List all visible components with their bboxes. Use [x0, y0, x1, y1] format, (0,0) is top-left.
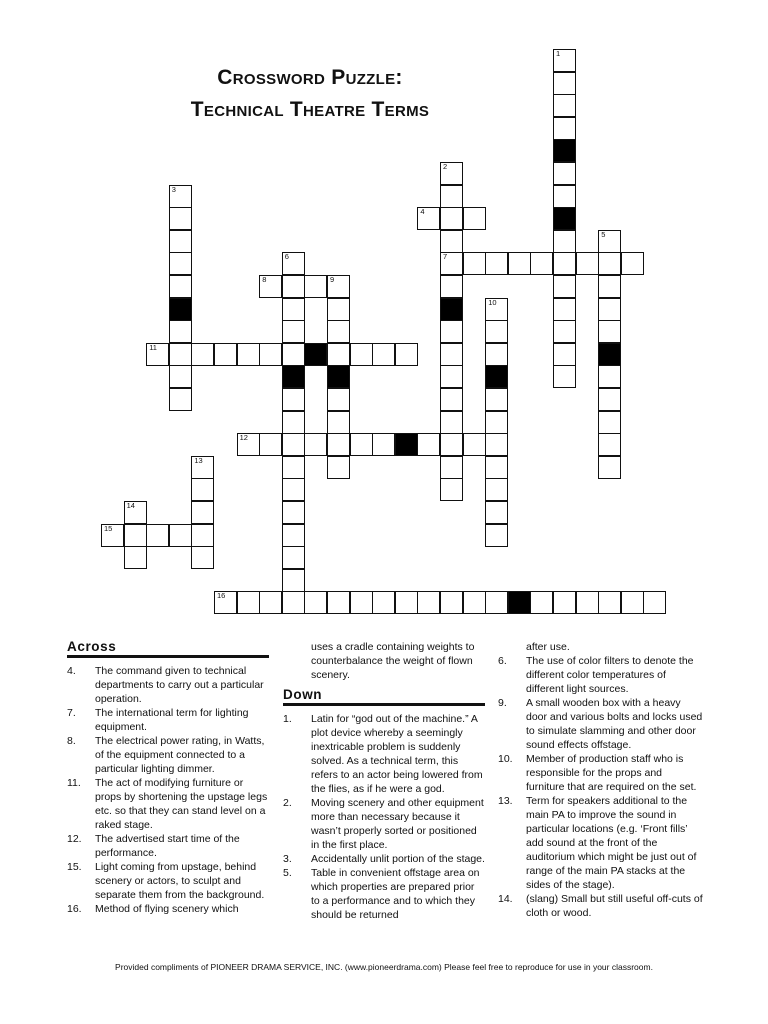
answer-cell[interactable] [440, 230, 463, 253]
clue-item [67, 664, 269, 706]
answer-cell[interactable] [485, 411, 508, 434]
answer-cell[interactable] [530, 252, 553, 275]
clue-number: 1. [283, 713, 292, 725]
answer-cell[interactable] [440, 275, 463, 298]
answer-cell[interactable] [282, 252, 305, 275]
black-square [553, 139, 576, 162]
answer-cell[interactable] [282, 456, 305, 479]
black-square [327, 365, 350, 388]
black-square [169, 298, 192, 321]
clue-number-label: 6 [284, 252, 289, 262]
answer-cell[interactable] [485, 298, 508, 321]
answer-cell[interactable] [463, 433, 486, 456]
answer-cell[interactable] [327, 433, 350, 456]
answer-cell[interactable] [440, 388, 463, 411]
answer-cell[interactable] [598, 411, 621, 434]
answer-cell[interactable] [372, 433, 395, 456]
answer-cell[interactable] [598, 298, 621, 321]
answer-cell[interactable] [237, 433, 260, 456]
answer-cell[interactable] [485, 524, 508, 547]
answer-cell[interactable] [327, 388, 350, 411]
clue-item [67, 860, 269, 902]
answer-cell[interactable] [372, 591, 395, 614]
answer-cell[interactable] [440, 162, 463, 185]
answer-cell[interactable] [282, 388, 305, 411]
across-16-continuation: uses a cradle containing weights to counterbalance the weight of flown scenery. [311, 641, 475, 681]
clue-text: The use of color filters to denote the different color temperatures of different light sources. [526, 655, 694, 695]
clue-number-label: 12 [239, 433, 248, 443]
answer-cell[interactable] [327, 275, 350, 298]
answer-cell[interactable] [485, 478, 508, 501]
clue-number-label: 15 [104, 523, 113, 533]
clue-text: (slang) Small but still useful off-cuts of cloth or wood. [526, 893, 703, 919]
answer-cell[interactable] [576, 591, 599, 614]
clue-item [498, 654, 703, 696]
answer-cell[interactable] [553, 275, 576, 298]
answer-cell[interactable] [463, 207, 486, 230]
answer-cell[interactable] [598, 252, 621, 275]
answer-cell[interactable] [485, 252, 508, 275]
clue-number: 12. [67, 833, 82, 845]
answer-cell[interactable] [440, 343, 463, 366]
answer-cell[interactable] [553, 162, 576, 185]
answer-cell[interactable] [485, 433, 508, 456]
answer-cell[interactable] [259, 275, 282, 298]
black-square [282, 365, 305, 388]
black-square [395, 433, 418, 456]
answer-cell[interactable] [598, 320, 621, 343]
answer-cell[interactable] [598, 230, 621, 253]
answer-cell[interactable] [553, 185, 576, 208]
clue-item [67, 902, 269, 916]
answer-cell[interactable] [191, 478, 214, 501]
black-square [440, 298, 463, 321]
clue-number-label: 1 [556, 49, 561, 58]
answer-cell[interactable] [282, 524, 305, 547]
clue-item [498, 794, 703, 892]
answer-cell[interactable] [101, 524, 124, 547]
footer-credit: Provided compliments of PIONEER DRAMA SERVICE, INC. (www.pioneerdrama.com) Please feel free to reproduce for use in your classroom. [115, 962, 653, 972]
answer-cell[interactable] [282, 433, 305, 456]
answer-cell[interactable] [350, 591, 373, 614]
clue-text: Light coming from upstage, behind scenery or actors, to sculpt and separate them from the background. [95, 861, 265, 901]
clue-number: 3. [283, 853, 292, 865]
black-square [508, 591, 531, 614]
answer-cell[interactable] [621, 591, 644, 614]
clue-number: 11. [67, 777, 81, 789]
answer-cell[interactable] [327, 456, 350, 479]
clue-number-label: 9 [330, 275, 335, 284]
clue-number: 9. [498, 697, 507, 709]
black-square [598, 343, 621, 366]
clue-item [67, 734, 269, 776]
answer-cell[interactable] [191, 546, 214, 569]
clue-number: 6. [498, 655, 507, 667]
answer-cell[interactable] [282, 411, 305, 434]
answer-cell[interactable] [124, 524, 147, 547]
across-clue-list [67, 664, 269, 916]
answer-cell[interactable] [621, 252, 644, 275]
answer-cell[interactable] [553, 298, 576, 321]
answer-cell[interactable] [598, 591, 621, 614]
clue-number-label: 8 [262, 275, 267, 284]
answer-cell[interactable] [440, 411, 463, 434]
answer-cell[interactable] [553, 365, 576, 388]
clue-item [283, 852, 485, 866]
clue-number-label: 14 [126, 501, 135, 510]
clue-text: The electrical power rating, in Watts, of the equipment connected to a particular lighting dimmer. [95, 735, 265, 775]
answer-cell[interactable] [169, 524, 192, 547]
answer-cell[interactable] [350, 343, 373, 366]
answer-cell[interactable] [553, 230, 576, 253]
clue-text: Term for speakers additional to the main PA to improve the sound in particular locations (e.g. ‘Front fills’ add sound at the front of the auditorium which might be just out of range of the main PA stacks at the sides of the stage). [526, 795, 697, 891]
clue-text: The act of modifying furniture or props by shortening the upstage legs etc. so that they can stand level on a raked stage. [95, 777, 268, 831]
answer-cell[interactable] [169, 343, 192, 366]
answer-cell[interactable] [327, 591, 350, 614]
answer-cell[interactable] [417, 591, 440, 614]
answer-cell[interactable] [553, 117, 576, 140]
clue-item [498, 752, 703, 794]
answer-cell[interactable] [191, 456, 214, 479]
answer-cell[interactable] [395, 591, 418, 614]
answer-cell[interactable] [327, 320, 350, 343]
clue-text: The international term for lighting equipment. [95, 707, 249, 733]
clue-number-label: 13 [194, 455, 203, 465]
clue-text: Accidentally unlit portion of the stage. [311, 853, 485, 865]
answer-cell[interactable] [282, 343, 305, 366]
answer-cell[interactable] [191, 524, 214, 547]
down-clue-list [283, 712, 485, 922]
clue-number-label: 10 [488, 297, 497, 307]
answer-cell[interactable] [440, 252, 463, 275]
clue-number-label: 2 [443, 162, 448, 171]
clue-number-label: 11 [149, 342, 157, 352]
answer-cell[interactable] [485, 456, 508, 479]
answer-cell[interactable] [282, 275, 305, 298]
middle-clues-column [283, 640, 485, 922]
clue-item [498, 696, 703, 752]
answer-cell[interactable] [440, 456, 463, 479]
black-square [553, 207, 576, 230]
answer-cell[interactable] [169, 320, 192, 343]
answer-cell[interactable] [282, 591, 305, 614]
answer-cell[interactable] [259, 343, 282, 366]
black-square [485, 365, 508, 388]
answer-cell[interactable] [553, 343, 576, 366]
answer-cell[interactable] [350, 433, 373, 456]
answer-cell[interactable] [463, 591, 486, 614]
answer-cell[interactable] [304, 433, 327, 456]
answer-cell[interactable] [643, 591, 666, 614]
answer-cell[interactable] [237, 343, 260, 366]
answer-cell[interactable] [463, 252, 486, 275]
answer-cell[interactable] [191, 501, 214, 524]
answer-cell[interactable] [485, 591, 508, 614]
answer-cell[interactable] [440, 478, 463, 501]
answer-cell[interactable] [485, 501, 508, 524]
answer-cell[interactable] [259, 433, 282, 456]
answer-cell[interactable] [395, 343, 418, 366]
answer-cell[interactable] [372, 343, 395, 366]
black-square [304, 343, 327, 366]
clue-text: Latin for “god out of the machine.” A plot device whereby a seemingly inextricable problem is suddenly solved. As a technical term, this refers to an actor being lowered from the flies, as if he were a god. [311, 713, 483, 795]
clue-number-label: 16 [217, 591, 226, 601]
answer-cell[interactable] [553, 320, 576, 343]
clue-text: The advertised start time of the performance. [95, 833, 240, 859]
answer-cell[interactable] [169, 207, 192, 230]
answer-cell[interactable] [237, 591, 260, 614]
clue-text: Member of production staff who is responsible for the props and furniture that are required on the set. [526, 753, 697, 793]
down-clue-list-continued [498, 654, 703, 920]
clue-item [283, 712, 485, 796]
answer-cell[interactable] [282, 569, 305, 592]
answer-cell[interactable] [214, 591, 237, 614]
answer-cell[interactable] [440, 433, 463, 456]
clue-item [283, 796, 485, 852]
answer-cell[interactable] [304, 275, 327, 298]
title-line-2: Technical Theatre Terms [190, 98, 430, 121]
clue-number: 5. [283, 867, 292, 879]
answer-cell[interactable] [598, 456, 621, 479]
answer-cell[interactable] [282, 298, 305, 321]
clue-number: 7. [67, 707, 76, 719]
clue-number: 16. [67, 903, 82, 915]
clue-text: Moving scenery and other equipment more than necessary because it wasn’t properly sorted or positioned in the first place. [311, 797, 484, 851]
answer-cell[interactable] [191, 343, 214, 366]
clue-text: The command given to technical departments to carry out a particular operation. [95, 665, 264, 705]
answer-cell[interactable] [146, 343, 169, 366]
answer-cell[interactable] [440, 207, 463, 230]
clue-item [67, 706, 269, 734]
answer-cell[interactable] [598, 365, 621, 388]
answer-cell[interactable] [485, 320, 508, 343]
answer-cell[interactable] [169, 365, 192, 388]
answer-cell[interactable] [553, 252, 576, 275]
answer-cell[interactable] [327, 411, 350, 434]
answer-cell[interactable] [508, 252, 531, 275]
answer-cell[interactable] [440, 185, 463, 208]
answer-cell[interactable] [169, 230, 192, 253]
answer-cell[interactable] [417, 433, 440, 456]
answer-cell[interactable] [530, 591, 553, 614]
answer-cell[interactable] [485, 343, 508, 366]
answer-cell[interactable] [282, 478, 305, 501]
clue-number: 13. [498, 795, 513, 807]
answer-cell[interactable] [440, 365, 463, 388]
across-heading: Across [67, 640, 269, 658]
answer-cell[interactable] [440, 320, 463, 343]
answer-cell[interactable] [146, 524, 169, 547]
answer-cell[interactable] [169, 275, 192, 298]
clue-text: A small wooden box with a heavy door and various bolts and locks used to simulate slamming and other door sound effects offstage. [526, 697, 703, 751]
answer-cell[interactable] [282, 546, 305, 569]
answer-cell[interactable] [169, 185, 192, 208]
answer-cell[interactable] [417, 207, 440, 230]
clue-number: 2. [283, 797, 292, 809]
clue-number: 14. [498, 893, 513, 905]
clue-item [67, 776, 269, 832]
answer-cell[interactable] [214, 343, 237, 366]
answer-cell[interactable] [169, 252, 192, 275]
answer-cell[interactable] [282, 320, 305, 343]
clue-number-label: 7 [443, 252, 448, 262]
answer-cell[interactable] [553, 94, 576, 117]
clue-text: Table in convenient offstage area on which properties are prepared prior to a performance and to which they should be returned [311, 867, 480, 921]
clue-number: 15. [67, 861, 82, 873]
answer-cell[interactable] [304, 591, 327, 614]
answer-cell[interactable] [576, 252, 599, 275]
answer-cell[interactable] [327, 298, 350, 321]
answer-cell[interactable] [169, 388, 192, 411]
answer-cell[interactable] [553, 591, 576, 614]
clue-number: 10. [498, 753, 513, 765]
clue-item [498, 892, 703, 920]
clue-number: 8. [67, 735, 76, 747]
clue-number-label: 3 [171, 184, 176, 194]
answer-cell[interactable] [553, 72, 576, 95]
clue-text: Method of flying scenery which [95, 903, 239, 915]
answer-cell[interactable] [553, 49, 576, 72]
answer-cell[interactable] [485, 388, 508, 411]
answer-cell[interactable] [124, 546, 147, 569]
answer-cell[interactable] [440, 591, 463, 614]
clue-item [67, 832, 269, 860]
down-heading: Down [283, 688, 485, 706]
answer-cell[interactable] [124, 501, 147, 524]
title-line-1: Crossword Puzzle: [217, 66, 403, 89]
clue-number: 4. [67, 665, 76, 677]
clue-item [283, 866, 485, 922]
answer-cell[interactable] [598, 275, 621, 298]
right-clues-column [498, 640, 703, 920]
clue-number-label: 5 [601, 229, 606, 239]
clue-number-label: 4 [420, 207, 425, 217]
answer-cell[interactable] [282, 501, 305, 524]
answer-cell[interactable] [598, 388, 621, 411]
answer-cell[interactable] [327, 343, 350, 366]
across-clues-column [67, 640, 269, 916]
answer-cell[interactable] [598, 433, 621, 456]
down-5-continuation: after use. [526, 641, 570, 653]
answer-cell[interactable] [259, 591, 282, 614]
